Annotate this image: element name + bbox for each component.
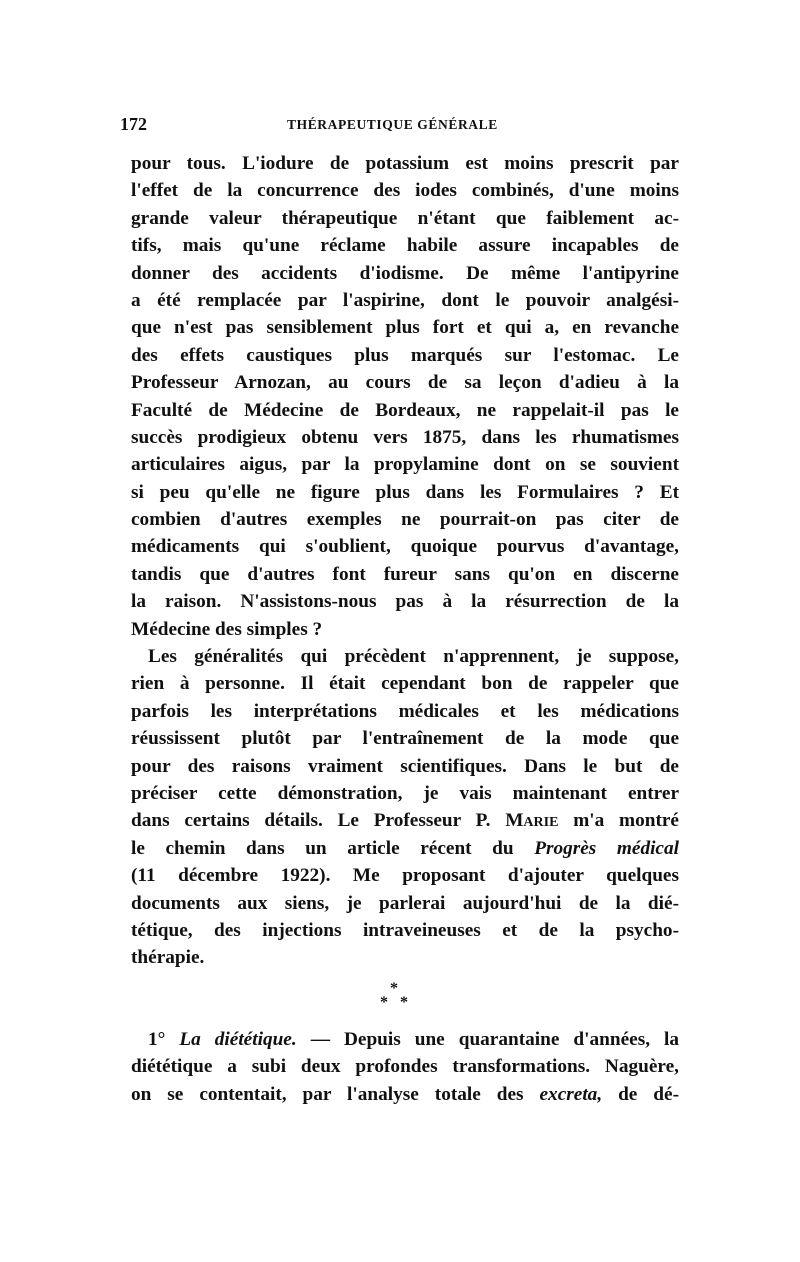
text-line: articulaires aigus, par la propylamine dont on se souvient — [131, 454, 679, 476]
text-line: pour tous. L'iodure de potassium est moins prescrit par — [131, 153, 679, 174]
book-page — [120, 114, 680, 1108]
section-heading-line — [131, 1026, 679, 1053]
text-line: a été remplacée par l'aspirine, dont le pouvoir analgési- — [131, 289, 679, 311]
text-line: préciser cette démonstration, je vais maintenant entrer — [131, 782, 679, 804]
page-number: 172 — [120, 114, 147, 134]
running-header — [120, 114, 679, 138]
text-line: la raison. N'assistons-nous pas à la résurrection de la — [131, 591, 679, 613]
text-line: tétique, des injections intraveineuses et de la psycho- — [131, 919, 679, 941]
section-1 — [131, 1026, 679, 1108]
text-line: thérapie. — [131, 947, 205, 969]
text-line: réussissent plutôt par l'entraînement de la mode que — [131, 728, 679, 750]
latin-term: excreta, — [539, 1083, 603, 1105]
journal-title: Progrès médical — [534, 837, 679, 859]
text-line: succès prodigieux obtenu vers 1875, dans les rhumatismes — [131, 426, 679, 448]
text-line: Médecine des simples ? — [131, 618, 323, 640]
text-line: Faculté de Médecine de Bordeaux, ne rappelait-il pas le — [131, 399, 679, 421]
text-line-with-term — [131, 1081, 679, 1108]
text-line: (11 décembre 1922). Me proposant d'ajouter quelques — [131, 865, 679, 887]
text-line: médicaments qui s'oublient, quoique pourvus d'avantage, — [131, 536, 679, 558]
text-segment: de dé- — [602, 1083, 680, 1105]
text-line: pour des raisons vraiment scientifiques. Dans le but de — [131, 755, 679, 777]
body-text — [131, 150, 679, 1108]
paragraph-1 — [131, 150, 679, 643]
running-title: THÉRAPEUTIQUE GÉNÉRALE — [287, 117, 498, 132]
text-segment: on se contentait, par l'analyse totale des — [131, 1083, 540, 1105]
text-segment: le chemin dans un article récent du — [131, 837, 535, 859]
text-line: Les généralités qui précèdent n'apprennent, je suppose, — [148, 646, 679, 668]
text-segment: m'a montré — [558, 810, 679, 832]
text-line: documents aux siens, je parlerai aujourd'hui de la dié- — [131, 892, 679, 914]
asterisk-icon: * — [390, 979, 398, 997]
author-name: Marie — [505, 810, 559, 832]
text-line: donner des accidents d'iodisme. De même l'antipyrine — [131, 262, 679, 284]
text-line: l'effet de la concurrence des iodes combinés, d'une moins — [131, 180, 679, 202]
section-number: 1° — [148, 1028, 166, 1050]
text-segment: — Depuis une quarantaine d'années, la — [296, 1028, 680, 1050]
text-line: diététique a subi deux profondes transformations. Naguère, — [131, 1056, 679, 1078]
text-segment: dans certains détails. Le Professeur P. — [131, 810, 491, 832]
text-line: rien à personne. Il était cependant bon de rappeler que — [131, 673, 679, 695]
text-line-with-name — [131, 807, 679, 834]
asterisk-icon: * — [400, 993, 408, 1011]
text-line: que n'est pas sensiblement plus fort et qui a, en revanche — [131, 317, 679, 339]
text-line: grande valeur thérapeutique n'étant que faiblement ac- — [131, 207, 679, 229]
asterisk-icon: * — [380, 993, 388, 1011]
text-line: combien d'autres exemples ne pourrait-on pas citer de — [131, 509, 679, 531]
text-line: si peu qu'elle ne figure plus dans les Formulaires ? Et — [131, 481, 679, 503]
text-line: parfois les interprétations médicales et les médications — [131, 700, 679, 722]
paragraph-2 — [131, 643, 679, 972]
text-line: Professeur Arnozan, au cours de sa leçon d'adieu à la — [131, 372, 679, 394]
text-line: des effets caustiques plus marqués sur l'estomac. Le — [131, 344, 679, 366]
text-line-with-journal — [131, 835, 679, 862]
text-line: tandis que d'autres font fureur sans qu'on en discerne — [131, 563, 679, 585]
section-title: La diététique. — [179, 1028, 297, 1050]
section-separator — [131, 974, 679, 1026]
text-line: tifs, mais qu'une réclame habile assure incapables de — [131, 235, 679, 257]
